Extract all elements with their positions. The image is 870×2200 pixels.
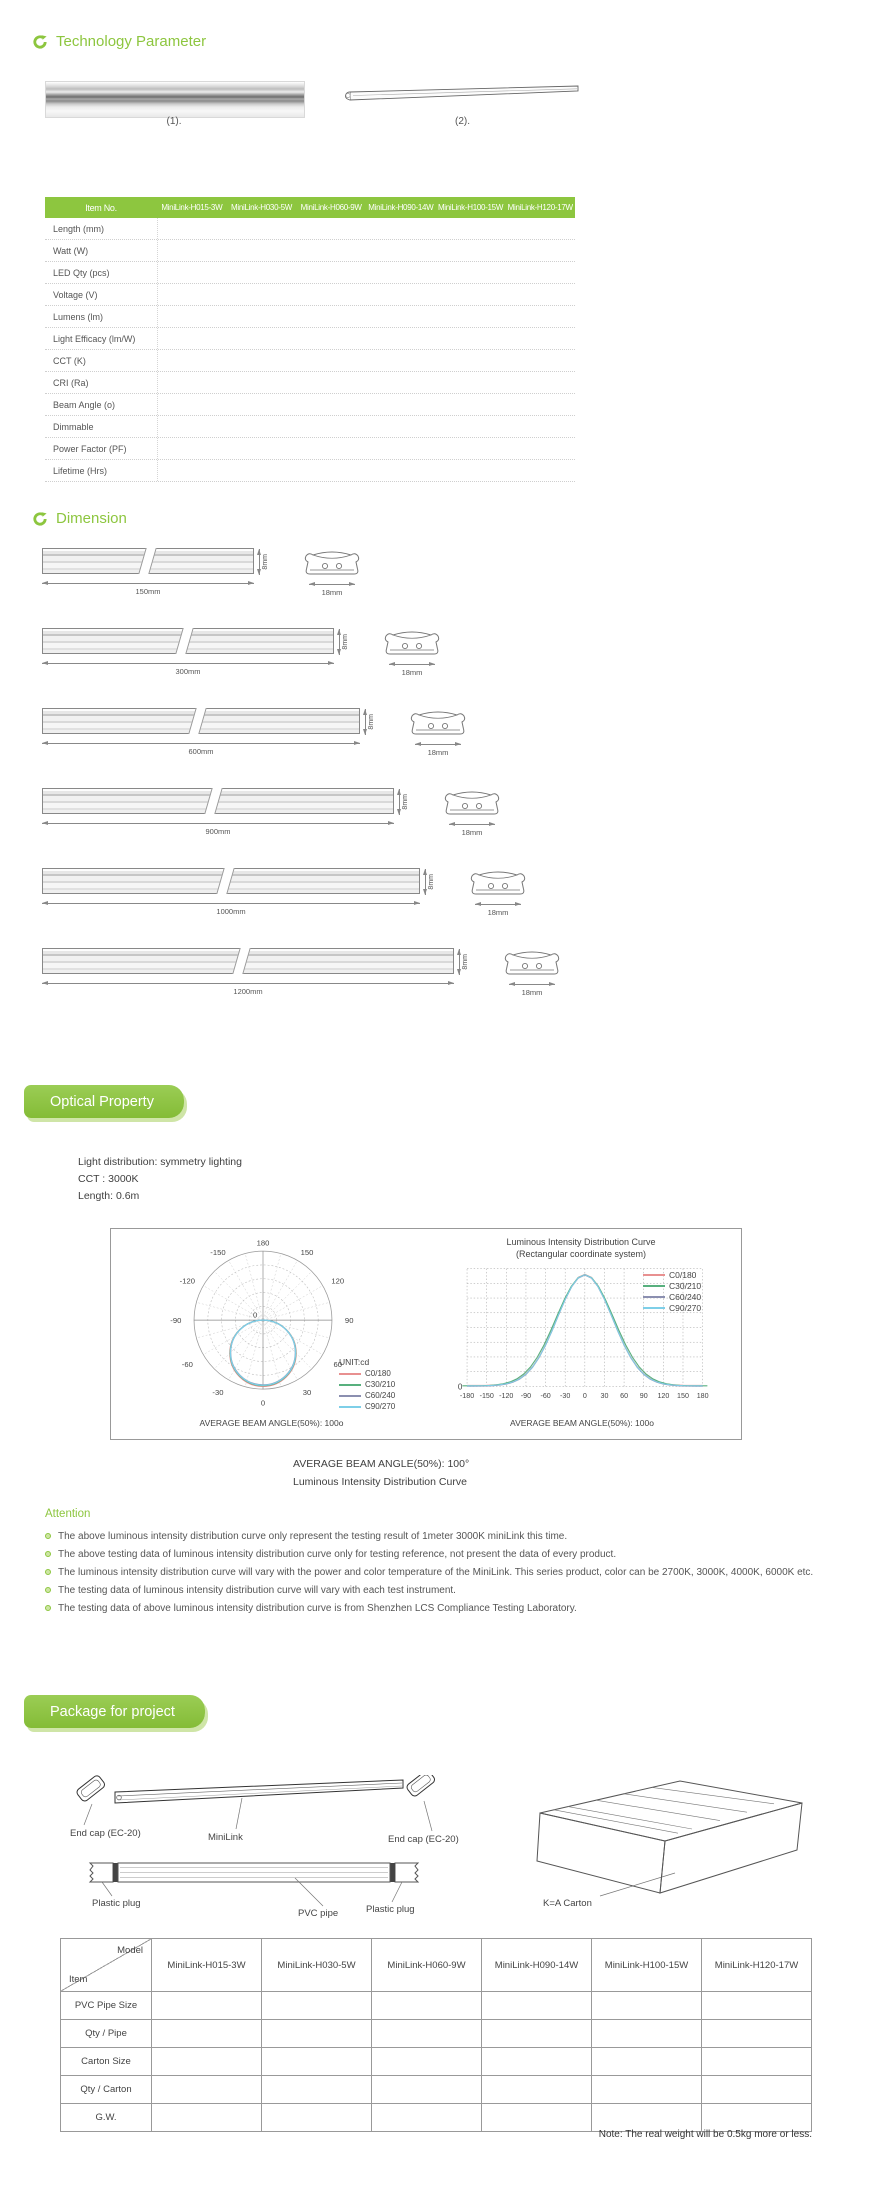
profile-bar-drawing [42, 628, 334, 654]
width-dimension-label: 18mm [461, 828, 483, 837]
product-photo-label-2: (2). [455, 116, 470, 127]
section-title-text: Dimension [56, 510, 127, 527]
width-dimension-label: 18mm [427, 748, 449, 757]
table-cell [261, 2020, 371, 2047]
banner-text: Package for project [50, 1703, 175, 1720]
rect-chart-caption: AVERAGE BEAM ANGLE(50%): 100o [510, 1418, 654, 1428]
table-column-header: MiniLink-H100-15W [437, 203, 504, 212]
optical-property-banner [24, 1085, 184, 1118]
dimension-drawing [42, 948, 642, 1008]
row-cells [157, 262, 575, 283]
length-dimension-label: 600mm [188, 747, 214, 756]
cross-section [503, 948, 561, 997]
height-dimension [459, 948, 469, 976]
product-photo-label-1: (1). [166, 116, 182, 127]
width-dimension-line [415, 744, 461, 745]
table-row [45, 460, 575, 482]
table-cell [151, 2020, 261, 2047]
height-dimension [365, 708, 375, 736]
row-cells [157, 416, 575, 437]
height-dimension [399, 788, 409, 816]
length-dimension-label: 300mm [175, 667, 201, 676]
table-cell [371, 2020, 481, 2047]
package-table-body [61, 1991, 811, 2131]
package-banner [24, 1695, 205, 1728]
attention-bullet [45, 1564, 850, 1582]
cross-section-drawing [443, 788, 501, 818]
svg-text:0: 0 [260, 1398, 266, 1408]
svg-text:120: 120 [657, 1391, 670, 1400]
dimension-drawing [42, 788, 642, 848]
attention-section [45, 1508, 850, 1618]
label-carton: K=A Carton [543, 1898, 592, 1909]
svg-text:-150: -150 [479, 1391, 494, 1400]
table-row [45, 284, 575, 306]
dimension-drawing [42, 708, 642, 768]
profile-bar-drawing [42, 788, 394, 814]
length-dimension-line [42, 823, 394, 824]
length-dimension-label: 150mm [135, 587, 161, 596]
header-item-no: Item No. [85, 202, 117, 213]
legend-entry [339, 1401, 434, 1412]
table-column-header: MiniLink-H120-17W [507, 203, 573, 212]
row-cells [157, 372, 575, 393]
legend-color-line [339, 1373, 361, 1375]
table-cell [701, 2048, 811, 2075]
svg-text:-60: -60 [540, 1391, 551, 1400]
width-dimension-label: 18mm [321, 588, 343, 597]
table-column-header: MiniLink-H090-14W [481, 1939, 591, 1991]
optical-info-line: Length: 0.6m [78, 1190, 140, 1202]
table-cell [481, 2104, 591, 2131]
row-label: Beam Angle (o) [53, 399, 116, 410]
optical-summary-line: Luminous Intensity Distribution Curve [293, 1476, 467, 1488]
svg-text:-180: -180 [459, 1391, 475, 1400]
luminous-intensity-chart-box [110, 1228, 742, 1440]
circular-arrow-icon [33, 512, 47, 526]
legend-entry [339, 1379, 434, 1390]
technology-table-body [45, 218, 575, 482]
width-dimension-line [309, 584, 355, 585]
technology-table-header [45, 197, 575, 218]
table-cell [261, 1992, 371, 2019]
table-row [45, 394, 575, 416]
optical-summary [293, 1455, 469, 1491]
package-table-header [61, 1939, 811, 1991]
row-cells [157, 438, 575, 459]
row-label: PVC Pipe Size [74, 2000, 138, 2011]
width-dimension-line [475, 904, 521, 905]
cross-section-drawing [469, 868, 527, 898]
label-minilink: MiniLink [208, 1832, 243, 1843]
dimension-drawing [42, 868, 642, 928]
legend-entry [643, 1302, 733, 1313]
legend-entry [339, 1368, 434, 1379]
polar-legend [339, 1357, 434, 1412]
legend-color-line [643, 1274, 665, 1276]
svg-text:-90: -90 [170, 1316, 182, 1325]
legend-series-name: C30/210 [669, 1280, 702, 1291]
optical-info [78, 1154, 242, 1205]
table-cell [701, 2104, 811, 2131]
height-dimension-label: 8mm [368, 714, 375, 730]
bullet-text: The luminous intensity distribution curve will vary with the power and color temperature of the MiniLink. This series product, color can be 2700K, 3000K, 4000K, 6000K etc. [58, 1567, 814, 1578]
legend-entry [643, 1280, 733, 1291]
circular-arrow-icon [33, 35, 47, 49]
height-dimension [339, 628, 349, 656]
cross-section-drawing [503, 948, 561, 978]
bullet-text: The testing data of above luminous intensity distribution curve is from Shenzhen LCS Compliance Testing Laboratory. [58, 1603, 577, 1614]
height-dimension-label: 8mm [402, 794, 409, 810]
height-dimension-label: 8mm [462, 954, 469, 970]
attention-bullets [45, 1528, 850, 1618]
legend-series-name: C60/240 [365, 1391, 396, 1400]
svg-text:-30: -30 [560, 1391, 571, 1400]
row-label: Length (mm) [53, 223, 105, 234]
table-cell [481, 1992, 591, 2019]
cross-section-drawing [383, 628, 441, 658]
legend-entry [339, 1390, 434, 1401]
svg-text:-30: -30 [212, 1387, 224, 1397]
table-cell [591, 1992, 701, 2019]
optical-info-line: Light distribution: symmetry lighting [78, 1156, 242, 1168]
technology-parameter-title [33, 33, 206, 50]
width-dimension-line [509, 984, 555, 985]
svg-text:120: 120 [331, 1276, 345, 1286]
table-cell [481, 2020, 591, 2047]
package-diagram [40, 1775, 830, 1933]
bullet-icon [45, 1569, 51, 1575]
row-label: Qty / Carton [80, 2084, 132, 2095]
table-cell [591, 2104, 701, 2131]
attention-bullet [45, 1600, 850, 1618]
bullet-text: The above testing data of luminous intensity distribution curve only for testing reference, not present the data of every product. [58, 1549, 617, 1560]
cross-section [443, 788, 501, 837]
legend-series-name: C90/270 [365, 1402, 396, 1411]
length-dimension-line [42, 903, 420, 904]
dimension-drawing [42, 548, 642, 608]
table-cell [261, 2104, 371, 2131]
table-cell [151, 2048, 261, 2075]
row-cells [157, 306, 575, 327]
svg-text:150: 150 [300, 1247, 314, 1257]
table-row [61, 1991, 811, 2019]
table-cell [371, 2104, 481, 2131]
table-row [61, 2103, 811, 2131]
length-dimension-label: 1200mm [233, 987, 263, 996]
table-cell [151, 2104, 261, 2131]
bullet-text: The above luminous intensity distribution curve only represent the testing result of 1meter 3000K miniLink this time. [58, 1531, 568, 1542]
length-dimension-label: 1000mm [216, 907, 246, 916]
legend-series-name: C30/210 [365, 1380, 396, 1389]
package-note: Note: The real weight will be 0.5kg more or less. [598, 2129, 812, 2140]
legend-series-name: C90/270 [669, 1302, 702, 1313]
table-row [45, 262, 575, 284]
row-label: G.W. [95, 2112, 117, 2123]
row-cells [157, 218, 575, 239]
table-column-header: MiniLink-H120-17W [701, 1939, 811, 1991]
corner-item-label: Item [69, 1974, 88, 1985]
header-models [157, 197, 575, 218]
row-cells [157, 284, 575, 305]
table-column-header: MiniLink-H090-14W [368, 203, 434, 212]
row-label: Watt (W) [53, 245, 89, 256]
label-pvc-pipe: PVC pipe [298, 1908, 339, 1919]
cross-section [409, 708, 467, 757]
label-end-cap-left: End cap (EC-20) [70, 1828, 141, 1839]
bullet-icon [45, 1551, 51, 1557]
table-column-header: MiniLink-H100-15W [591, 1939, 701, 1991]
diagonal-header-cell [61, 1939, 151, 1991]
height-dimension-label: 8mm [262, 554, 269, 570]
table-column-header: MiniLink-H030-5W [261, 1939, 371, 1991]
table-cell [701, 2020, 811, 2047]
legend-color-line [643, 1307, 665, 1309]
table-column-header: MiniLink-H060-9W [371, 1939, 481, 1991]
bullet-text: The testing data of luminous intensity distribution curve will vary with each test instrument. [58, 1585, 456, 1596]
row-cells [157, 328, 575, 349]
table-column-header: MiniLink-H015-3W [151, 1939, 261, 1991]
banner-text: Optical Property [50, 1093, 154, 1110]
cross-section-drawing [409, 708, 467, 738]
row-cells [157, 460, 575, 481]
profile-bar-drawing [42, 548, 254, 574]
length-dimension-line [42, 983, 454, 984]
table-cell [701, 2076, 811, 2103]
table-column-header: MiniLink-H015-3W [161, 203, 223, 212]
width-dimension-line [389, 664, 435, 665]
table-row [45, 438, 575, 460]
cross-section-drawing [303, 548, 361, 578]
table-cell [591, 2048, 701, 2075]
legend-entry [643, 1269, 733, 1280]
row-label: Voltage (V) [53, 289, 98, 300]
width-dimension-label: 18mm [521, 988, 543, 997]
svg-text:0: 0 [582, 1391, 587, 1400]
height-dimension [259, 548, 269, 576]
bullet-icon [45, 1533, 51, 1539]
label-end-cap-right: End cap (EC-20) [388, 1834, 459, 1845]
legend-color-line [643, 1296, 665, 1298]
table-cell [151, 1992, 261, 2019]
svg-text:-150: -150 [210, 1247, 226, 1257]
table-cell [261, 2076, 371, 2103]
profile-bar-drawing [42, 948, 454, 974]
row-label: Lifetime (Hrs) [53, 465, 108, 476]
legend-color-line [339, 1406, 361, 1408]
row-label: Light Efficacy (lm/W) [53, 333, 136, 344]
technology-table [45, 197, 575, 482]
table-cell [371, 1992, 481, 2019]
legend-color-line [643, 1285, 665, 1287]
product-drawing-profile [340, 83, 585, 114]
optical-summary-line: AVERAGE BEAM ANGLE(50%): 100° [293, 1458, 470, 1470]
attention-bullet [45, 1528, 850, 1546]
legend-series-name: C0/180 [365, 1369, 391, 1378]
table-cell [261, 2048, 371, 2075]
rect-chart-title [429, 1236, 733, 1260]
row-label: Power Factor (PF) [53, 443, 127, 454]
svg-text:0: 0 [252, 1310, 258, 1320]
corner-model-label: Model [117, 1945, 143, 1956]
height-dimension-label: 8mm [342, 634, 349, 650]
dimension-drawings [42, 548, 642, 1008]
table-row [45, 372, 575, 394]
attention-bullet [45, 1582, 850, 1600]
table-row [61, 2047, 811, 2075]
svg-text:-60: -60 [181, 1360, 193, 1370]
table-cell [591, 2076, 701, 2103]
svg-text:-90: -90 [520, 1391, 532, 1400]
optical-info-line: CCT : 3000K [78, 1173, 139, 1185]
section-title-text: Technology Parameter [56, 33, 207, 50]
svg-text:0: 0 [457, 1382, 463, 1392]
rect-chart-legend [643, 1269, 733, 1313]
legend-series-name: C0/180 [669, 1269, 697, 1280]
svg-text:180: 180 [696, 1391, 709, 1400]
dimension-title [33, 510, 127, 527]
width-dimension-label: 18mm [487, 908, 509, 917]
table-cell [151, 2076, 261, 2103]
package-table [60, 1938, 812, 2132]
svg-text:90: 90 [344, 1316, 354, 1325]
label-plastic-plug-left: Plastic plug [92, 1898, 141, 1909]
attention-title: Attention [45, 1508, 91, 1520]
width-dimension-label: 18mm [401, 668, 423, 677]
height-dimension-label: 8mm [428, 874, 435, 890]
table-column-header: MiniLink-H030-5W [231, 203, 292, 212]
row-label: Carton Size [81, 2056, 131, 2067]
table-row [45, 240, 575, 262]
cross-section [469, 868, 527, 917]
table-row [45, 416, 575, 438]
rect-chart-title-line2: (Rectangular coordinate system) [515, 1249, 647, 1259]
svg-text:-120: -120 [179, 1276, 195, 1286]
legend-color-line [339, 1395, 361, 1397]
width-dimension-line [449, 824, 495, 825]
svg-text:150: 150 [677, 1391, 689, 1400]
row-label: Dimmable [53, 421, 94, 432]
cross-section [303, 548, 361, 597]
svg-text:60: 60 [620, 1391, 629, 1400]
length-dimension-line [42, 663, 334, 664]
table-cell [591, 2020, 701, 2047]
row-cells [157, 394, 575, 415]
profile-bar-drawing [42, 708, 360, 734]
row-label: LED Qty (pcs) [53, 267, 110, 278]
dimension-drawing [42, 628, 642, 688]
length-dimension-line [42, 743, 360, 744]
bullet-icon [45, 1605, 51, 1611]
product-photo-profile [45, 81, 305, 118]
table-row [61, 2019, 811, 2047]
polar-chart-caption: AVERAGE BEAM ANGLE(50%): 100o [199, 1418, 344, 1428]
svg-text:90: 90 [639, 1391, 648, 1400]
height-dimension [425, 868, 435, 896]
row-cells [157, 350, 575, 371]
row-label: Lumens (lm) [53, 311, 104, 322]
legend-series-name: C60/240 [669, 1291, 702, 1302]
table-cell [371, 2048, 481, 2075]
attention-bullet [45, 1546, 850, 1564]
table-row [45, 328, 575, 350]
profile-bar-drawing [42, 868, 420, 894]
svg-text:30: 30 [600, 1391, 609, 1400]
table-row [45, 306, 575, 328]
legend-unit-label: UNIT:cd [339, 1357, 370, 1367]
row-cells [157, 240, 575, 261]
svg-text:-120: -120 [499, 1391, 514, 1400]
cross-section [383, 628, 441, 677]
legend-entry [643, 1291, 733, 1302]
bullet-icon [45, 1587, 51, 1593]
length-dimension-line [42, 583, 254, 584]
table-cell [701, 1992, 811, 2019]
row-label: CRI (Ra) [53, 377, 89, 388]
table-row [45, 350, 575, 372]
table-cell [481, 2048, 591, 2075]
svg-text:30: 30 [302, 1387, 312, 1397]
row-label: Qty / Pipe [85, 2028, 127, 2039]
table-cell [481, 2076, 591, 2103]
length-dimension-label: 900mm [205, 827, 231, 836]
svg-text:180: 180 [256, 1238, 270, 1248]
table-cell [371, 2076, 481, 2103]
row-label: CCT (K) [53, 355, 86, 366]
table-row [61, 2075, 811, 2103]
legend-color-line [339, 1384, 361, 1386]
table-column-header: MiniLink-H060-9W [300, 203, 362, 212]
label-plastic-plug-right: Plastic plug [366, 1904, 415, 1915]
table-row [45, 218, 575, 240]
rect-chart-title-line1: Luminous Intensity Distribution Curve [506, 1237, 656, 1247]
svg-text:60: 60 [333, 1360, 342, 1370]
